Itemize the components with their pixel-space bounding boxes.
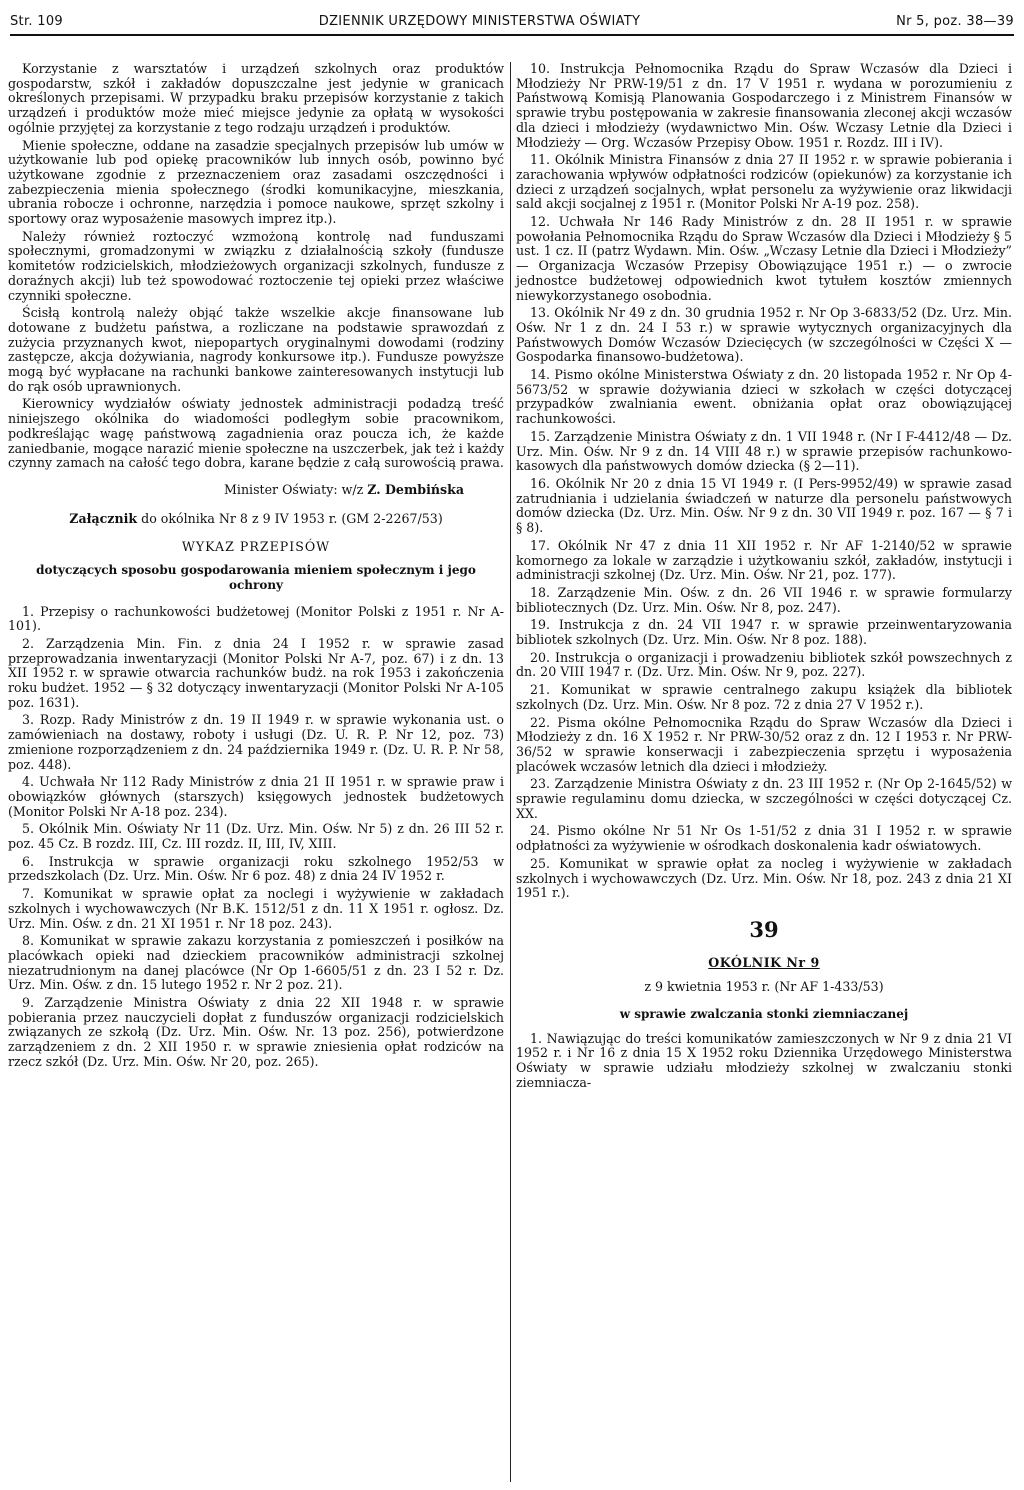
list-item: 22. Pisma okólne Pełnomocnika Rządu do Spraw Wczasów dla Dzieci i Młodzieży z dn. 16 X 1952 r. Nr PRW-30/52 oraz z dn. 12 I 1953 r. Nr PRW-36/52 w sprawie konserwacji i zabezpieczenia sprzętu i wyposażenia placówek wczasów letnich dla dzieci i młodzieży. <box>516 714 1012 774</box>
paragraph: Mienie społeczne, oddane na zasadzie specjalnych przepisów lub umów w użytkowanie lub pod opiekę pracowników lub innych osób, powinno być użytkowane zgodnie z przeznaczeniem oraz zasadami oszczędności i zabezpieczenia mienia społecznego (środki komunikacyjne, mieszkania, ubrania robocze i ochronne, narzędzia i pomoce naukowe, sprzęt szkolny i sportowy oraz wyposażenie masowych imprez itp.). <box>8 137 504 227</box>
list-item: 4. Uchwała Nr 112 Rady Ministrów z dnia 21 II 1951 r. w sprawie praw i obowiązków głównych (starszych) księgowych jednostek budżetowych (Monitor Polski Nr A-18 poz. 234). <box>8 774 504 819</box>
list-item: 23. Zarządzenie Ministra Oświaty z dn. 23 III 1952 r. (Nr Op 2-1645/52) w sprawie regulaminu domu dziecka, w szczególności w części dotyczącej Cz. XX. <box>516 776 1012 821</box>
attachment-reference: do okólnika Nr 8 z 9 IV 1953 r. (GM 2-2267/53) <box>137 510 443 526</box>
list-subtitle: dotyczących sposobu gospodarowania mieniem społecznym i jego ochrony <box>36 563 476 592</box>
column-divider <box>510 62 511 1482</box>
list-item: 18. Zarządzenie Min. Ośw. z dn. 26 VII 1946 r. w sprawie formularzy bibliotecznych (Dz. Urz. Min. Ośw. Nr 8, poz. 247). <box>516 584 1012 615</box>
signature-prefix: Minister Oświaty: w/z <box>224 481 368 497</box>
list-item: 19. Instrukcja z dn. 24 VII 1947 r. w sprawie przeinwentaryzowania bibliotek szkolnych (Dz. Urz. Min. Ośw. Nr 8 poz. 188). <box>516 617 1012 648</box>
journal-title: DZIENNIK URZĘDOWY MINISTERSTWA OŚWIATY <box>318 13 641 29</box>
list-item: 14. Pismo okólne Ministerstwa Oświaty z dn. 20 listopada 1952 r. Nr Op 4-5673/52 w sprawie dożywiania dzieci w szkołach w części dotyczącej przypadków zwalniania ewent. obniżania opłat oraz obowiązującej rachunkowości. <box>516 367 1012 427</box>
left-column <box>8 62 504 1073</box>
list-item: 24. Pismo okólne Nr 51 Nr Os 1-51/52 z dnia 31 I 1952 r. w sprawie odpłatności za wyżywienie w ośrodkach doskonalenia kadr oświatowych. <box>516 823 1012 854</box>
circular-date: z 9 kwietnia 1953 r. (Nr AF 1-433/53) <box>644 979 884 995</box>
section-number: 39 <box>749 916 779 942</box>
list-item: 11. Okólnik Ministra Finansów z dnia 27 II 1952 r. w sprawie pobierania i zarachowania wpływów odpłatności rodziców (opiekunów) za korzystanie ich dzieci z urządzeń socjalnych, wpłat personelu za wyżywienie oraz likwidacji sald akcji socjalnej z 1951 r. (Monitor Polski Nr A-19 poz. 258). <box>516 152 1012 212</box>
paragraph: Kierownicy wydziałów oświaty jednostek administracji podadzą treść niniejszego okólnika do wiadomości podległym sobie pracownikom, podkreślając wagę państwową zagadnienia oraz poucza ich, że każde zaniedbanie, mogące narazić mienie społeczne na uszczerbek, jak też i każdy czynny zamach na całość tego dobra, karane będzie z całą surowością prawa. <box>8 396 504 471</box>
list-item: 10. Instrukcja Pełnomocnika Rządu do Spraw Wczasów dla Dzieci i Młodzieży Nr PRW-19/51 z dn. 17 V 1951 r. wydana w porozumieniu z Państwową Komisją Planowania Gospodarczego i z Ministrem Finansów w sprawie trybu postępowania w zakresie finansowania zleconej akcji wczasów dla dzieci i młodzieży (wydawnictwo Min. Ośw. Wczasy Letnie dla Dzieci i Młodzieży — Org. Wczasów Przepisy Obow. 1951 r. Rozdz. III i IV). <box>516 61 1012 150</box>
signature-name: Z. Dembińska <box>367 481 464 497</box>
attachment-label: Załącznik <box>69 510 138 526</box>
right-column <box>516 62 1012 1094</box>
list-item: 9. Zarządzenie Ministra Oświaty z dnia 22 XII 1948 r. w sprawie pobierania przez nauczycieli dopłat z funduszów organizacji rodzicielskich związanych ze szkołą (Dz. Urz. Min. Ośw. Nr. 13 poz. 256), potwierdzone zarządzeniem z dn. 2 XII 1950 r. w sprawie zniesienia opłat rodziców na rzecz szkół (Dz. Urz. Min. Ośw. Nr 20, poz. 265). <box>8 995 504 1069</box>
list-item: 1. Przepisy o rachunkowości budżetowej (Monitor Polski z 1951 r. Nr A-101). <box>8 603 504 634</box>
attachment-note <box>8 512 504 527</box>
list-item: 25. Komunikat w sprawie opłat za nocleg i wyżywienie w zakładach szkolnych i wychowawczych (Dz. Urz. Min. Ośw. Nr 18, poz. 243 z dnia 21 XI 1951 r.). <box>516 855 1012 901</box>
paragraph: Korzystanie z warsztatów i urządzeń szkolnych oraz produktów gospodarstw, szkół i zakładów dopuszczalne jest jedynie w granicach określonych przepisami. W przypadku braku przepisów korzystanie z takich urządzeń i produktów może mieć miejsce jedynie za opłatą w wysokości ogólnie przyjętej za korzystanie z tego rodzaju urządzeń i produktów. <box>8 61 504 135</box>
paragraph: Ścisłą kontrolą należy objąć także wszelkie akcje finansowane lub dotowane z budżetu państwa, a rozliczane na podstawie sprawozdań z zużycia przyznanych kwot, niepopartych oryginalnymi dowodami (rodziny zastępcze, akcja dożywiania, nagrody konkursowe itp.). Fundusze powyższe mogą być wypłacane na rachunki bankowe zainteresowanych instytucji lub do rąk osób uprawnionych. <box>8 305 504 394</box>
list-title: WYKAZ PRZEPISÓW <box>181 539 331 555</box>
list-item: 16. Okólnik Nr 20 z dnia 15 VI 1949 r. (I Pers-9952/49) w sprawie zasad zatrudniania i udzielania świadczeń w naturze dla personelu państwowych domów dziecka (Dz. Urz. Min. Ośw. Nr 9 z dn. 30 VII 1949 r. poz. 167 — § 7 i § 8). <box>516 475 1012 536</box>
list-item: 3. Rozp. Rady Ministrów z dn. 19 II 1949 r. w sprawie wykonania ust. o zamówieniach na dostawy, roboty i usługi (Dz. U. R. P. Nr 12, poz. 73) zmienione rozporządzeniem z dn. 24 października 1949 r. (Dz. U. R. P. Nr 58, poz. 448). <box>8 712 504 772</box>
page-number: Str. 109 <box>10 13 63 29</box>
list-item: 15. Zarządzenie Ministra Oświaty z dn. 1 VII 1948 r. (Nr I F-4412/48 — Dz. Urz. Min. Ośw. Nr 9 z dn. 14 VIII 48 r.) w sprawie przepisów rachunkowo-kasowych dla państwowych domów dziecka (§ 2—11). <box>516 428 1012 474</box>
circular-subject: w sprawie zwalczania stonki ziemniaczanej <box>619 1007 909 1022</box>
list-item: 13. Okólnik Nr 49 z dn. 30 grudnia 1952 r. Nr Op 3-6833/52 (Dz. Urz. Min. Ośw. Nr 1 z dn. 24 I 53 r.) w sprawie wytycznych organizacyjnych dla Państwowych Domów Wczasów Dziecięcych (w szczególności w Części X — Gospodarka finansowo-budżetowa). <box>516 305 1012 365</box>
paragraph: 1. Nawiązując do treści komunikatów zamieszczonych w Nr 9 z dnia 21 VI 1952 r. i Nr 16 z dnia 15 X 1952 roku Dziennika Urzędowego Ministerstwa Oświaty w sprawie udziału młodzieży szkolnej w zwalczaniu stonki ziemniacza- <box>516 1030 1012 1090</box>
list-item: 5. Okólnik Min. Oświaty Nr 11 (Dz. Urz. Min. Ośw. Nr 5) z dn. 26 III 52 r. poz. 45 Cz. B rozdz. III, Cz. III rozdz. II, III, IV, XIII. <box>8 821 504 852</box>
list-item: 8. Komunikat w sprawie zakazu korzystania z pomieszczeń i posiłków na placówkach opieki nad dzieckiem pracowników administracji szkolnej niezatrudnionym na danej placówce (Nr Op 1-6605/51 z dn. 23 I 52 r. Dz. Urz. Min. Ośw. z dn. 15 lutego 1952 r. Nr 2 poz. 21). <box>8 933 504 993</box>
list-item: 21. Komunikat w sprawie centralnego zakupu książek dla bibliotek szkolnych (Dz. Urz. Min. Ośw. Nr 8 poz. 72 z dnia 27 V 1952 r.). <box>516 682 1012 712</box>
paragraph: Należy również roztoczyć wzmożoną kontrolę nad funduszami społecznymi, gromadzonymi w związku z działalnością szkoły (fundusze komitetów rodzicielskich, młodzieżowych organizacji szkolnych, fundusze z doraźnych akcji) lub też spowodować roztoczenie tej opieki przez właściwe czynniki społeczne. <box>8 228 504 303</box>
page-header <box>10 8 1014 36</box>
list-item: 12. Uchwała Nr 146 Rady Ministrów z dn. 28 II 1951 r. w sprawie powołania Pełnomocnika Rządu do Spraw Wczasów dla Dzieci i Młodzieży § 5 ust. 1 cz. II (patrz Wydawn. Min. Ośw. „Wczasy Letnie dla Dzieci i Młodzieży” — Organizacja Wczasów Przepisy Obowiązujące 1951 r.) — o zwrocie jednostce budżetowej odpowiednich kwot tytułem kosztów zmiennych niewykorzystanego osobodnia. <box>516 214 1012 303</box>
circular-heading: OKÓLNIK Nr 9 <box>708 954 820 970</box>
list-item: 2. Zarządzenia Min. Fin. z dnia 24 I 1952 r. w sprawie zasad przeprowadzania inwentaryzacji (Monitor Polski Nr A-7, poz. 67) i z dn. 13 XII 1952 r. w sprawie otwarcia rachunków budż. na rok 1953 i zakończenia roku budżet. 1952 — § 32 dotyczący inwentaryzacji (Monitor Polski Nr A-105 poz. 1631). <box>8 635 504 710</box>
list-item: 17. Okólnik Nr 47 z dnia 11 XII 1952 r. Nr AF 1-2140/52 w sprawie komornego za lokale w zarządzie i użytkowaniu szkół, zakładów, instytucji i administracji szkolnej (Dz. Urz. Min. Ośw. Nr 21, poz. 177). <box>516 537 1012 583</box>
issue-reference: Nr 5, poz. 38—39 <box>896 13 1014 29</box>
list-item: 7. Komunikat w sprawie opłat za noclegi i wyżywienie w zakładach szkolnych i wychowawczych (Nr B.K. 1512/51 z dn. 11 X 1951 r. ogłosz. Dz. Urz. Min. Ośw. z dn. 21 XI 1951 r. Nr 18 poz. 243). <box>8 886 504 931</box>
list-item: 20. Instrukcja o organizacji i prowadzeniu bibliotek szkół powszechnych z dn. 20 VIII 1947 r. (Dz. Urz. Min. Ośw. Nr 9, poz. 227). <box>516 649 1012 680</box>
list-item: 6. Instrukcja w sprawie organizacji roku szkolnego 1952/53 w przedszkolach (Dz. Urz. Min. Ośw. Nr 6 poz. 48) z dnia 24 IV 1952 r. <box>8 853 504 884</box>
signature <box>8 483 504 498</box>
